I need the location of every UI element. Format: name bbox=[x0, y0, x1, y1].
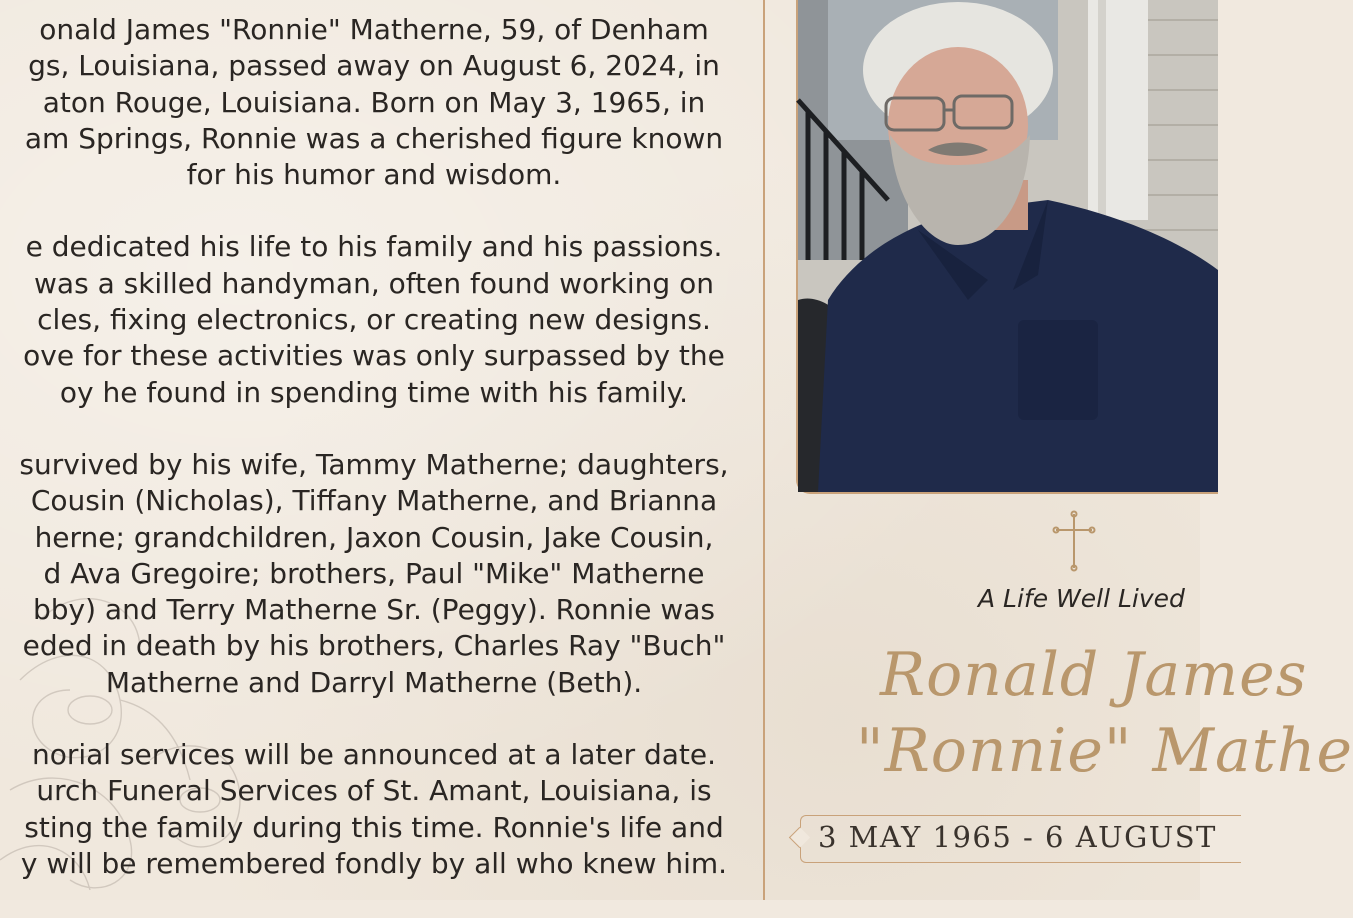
obituary-line: Matherne and Darryl Matherne (Beth). bbox=[105, 665, 643, 699]
obituary-line: onald James "Ronnie" Matherne, 59, of Denham bbox=[39, 13, 709, 46]
obituary-line: sting the family during this time. Ronnie's life and bbox=[24, 810, 724, 844]
obituary-line: e dedicated his life to his family and his passions. bbox=[25, 230, 723, 264]
obituary-line: Cousin (Nicholas), Tiffany Matherne, and Brianna bbox=[30, 484, 718, 518]
obituary-line: for his humor and wisdom. bbox=[186, 158, 562, 192]
obituary-line: ove for these activities was only surpassed by the bbox=[23, 339, 725, 373]
obituary-paragraph-1 bbox=[0, 12, 788, 193]
obituary-line: eded in death by his brothers, Charles Ray "Buch" bbox=[22, 629, 726, 663]
obituary-line: herne; grandchildren, Jaxon Cousin, Jake Cousin, bbox=[34, 520, 714, 554]
name-line-1: Ronald James bbox=[880, 640, 1308, 710]
obituary-line: y will be remembered fondly by all who knew him. bbox=[20, 846, 728, 880]
life-dates: 3 MAY 1965 - 6 AUGUST bbox=[818, 820, 1217, 854]
obituary-paragraph-3 bbox=[0, 447, 788, 701]
obituary-line: bby) and Terry Matherne Sr. (Peggy). Ronnie was bbox=[32, 593, 716, 627]
obituary-line: was a skilled handyman, often found working on bbox=[34, 266, 714, 300]
obituary-paragraph-4 bbox=[0, 737, 788, 882]
obituary-line: norial services will be announced at a later date. bbox=[31, 738, 717, 772]
obituary-line: oy he found in spending time with his family. bbox=[59, 375, 689, 409]
gold-divider bbox=[763, 0, 765, 900]
cross-icon bbox=[1052, 510, 1096, 572]
obituary-line: gs, Louisiana, passed away on August 6, 2024, in bbox=[28, 49, 720, 83]
obituary-text bbox=[0, 12, 788, 918]
obituary-line: am Springs, Ronnie was a cherished figure known bbox=[24, 121, 724, 155]
name-line-2: "Ronnie" Mathe bbox=[856, 716, 1353, 786]
obituary-line: cles, fixing electronics, or creating new designs. bbox=[37, 303, 711, 337]
tagline: A Life Well Lived bbox=[978, 584, 1185, 613]
obituary-line: survived by his wife, Tammy Matherne; daughters, bbox=[19, 447, 729, 481]
obituary-line: d Ava Gregoire; brothers, Paul "Mike" Matherne bbox=[43, 556, 705, 590]
obituary-paragraph-2 bbox=[0, 229, 788, 410]
obituary-line: aton Rouge, Louisiana. Born on May 3, 1965, in bbox=[42, 85, 706, 119]
portrait-photo bbox=[796, 0, 1218, 494]
obituary-line: urch Funeral Services of St. Amant, Louisiana, is bbox=[36, 774, 712, 808]
